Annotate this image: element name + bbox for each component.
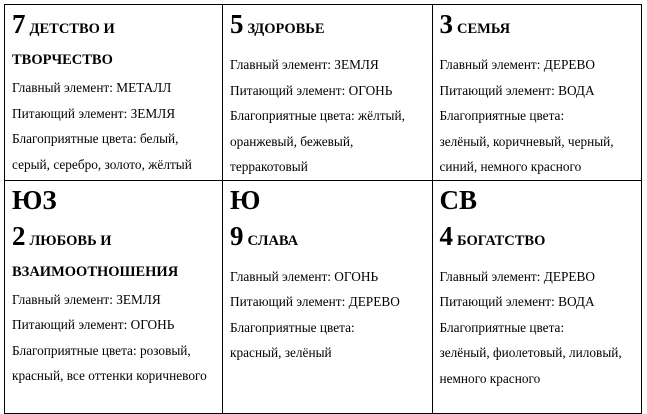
- sector-number: 2: [12, 220, 26, 251]
- sector-heading: [230, 221, 425, 256]
- sector-heading: [12, 9, 216, 75]
- table-row: [5, 5, 642, 181]
- sector-heading: [440, 221, 636, 256]
- feeding-element: Питающий элемент: ДЕРЕВО: [230, 294, 400, 309]
- sector-number: 3: [439, 9, 453, 39]
- cell-love-relationships: [5, 180, 223, 413]
- favorable-colors: Благоприятные цвета: розовый, красный, все оттенки коричневого: [12, 342, 207, 383]
- main-element: Главный элемент: ЗЕМЛЯ: [12, 291, 161, 307]
- cell-health: [223, 5, 432, 181]
- sector-heading: [440, 9, 636, 44]
- favorable-colors-label: Благоприятные цвета:: [439, 108, 565, 123]
- favorable-colors: зелёный, коричневый, черный, синий, немного красного: [439, 133, 614, 174]
- sector-heading: [12, 221, 216, 287]
- favorable-colors: Благоприятные цвета: жёлтый, оранжевый, бежевый, терракотовый: [230, 108, 405, 174]
- favorable-colors: красный, зелёный: [230, 345, 332, 360]
- bagua-table: [4, 4, 642, 414]
- sector-number: 9: [230, 220, 244, 251]
- sector-heading: [230, 9, 425, 44]
- main-element: Главный элемент: ДЕРЕВО: [439, 268, 595, 284]
- cell-childhood-creativity: [5, 5, 223, 181]
- main-element: Главный элемент: ЗЕМЛЯ: [230, 57, 379, 72]
- sector-number: 5: [230, 9, 244, 39]
- table-row: [5, 180, 642, 413]
- main-element: Главный элемент: ДЕРЕВО: [439, 57, 595, 72]
- feeding-element: Питающий элемент: ОГОНЬ: [12, 317, 175, 332]
- cell-wealth: [432, 180, 642, 413]
- favorable-colors-label: Благоприятные цвета:: [439, 319, 565, 335]
- direction-label: ЮЗ: [12, 184, 57, 215]
- sector-title: ЗДОРОВЬЕ: [247, 21, 325, 37]
- feeding-element: Питающий элемент: ВОДА: [439, 294, 595, 309]
- sector-title: СЕМЬЯ: [457, 21, 511, 37]
- direction-label: Ю: [230, 184, 261, 215]
- direction-label: СВ: [439, 184, 478, 215]
- main-element: Главный элемент: МЕТАЛЛ: [12, 80, 172, 95]
- feeding-element: Питающий элемент: ВОДА: [439, 82, 595, 98]
- favorable-colors: Благоприятные цвета: белый, серый, серебро, золото, жёлтый: [12, 131, 192, 172]
- sector-number: 7: [12, 9, 26, 39]
- favorable-colors: зелёный, фиолетовый, лиловый, немного красного: [439, 345, 622, 386]
- main-element: Главный элемент: ОГОНЬ: [230, 268, 379, 284]
- cell-family: [432, 5, 642, 181]
- feeding-element: Питающий элемент: ОГОНЬ: [230, 82, 393, 98]
- sector-title: ДЕТСТВО И ТВОРЧЕСТВО: [12, 21, 115, 68]
- sector-title: СЛАВА: [247, 232, 299, 249]
- sector-title: ЛЮБОВЬ И ВЗАИМООТНОШЕНИЯ: [12, 232, 179, 280]
- feeding-element: Питающий элемент: ЗЕМЛЯ: [12, 105, 176, 121]
- favorable-colors-label: Благоприятные цвета:: [230, 319, 355, 335]
- sector-number: 4: [439, 220, 453, 251]
- sector-title: БОГАТСТВО: [457, 232, 546, 249]
- cell-fame: [223, 180, 432, 413]
